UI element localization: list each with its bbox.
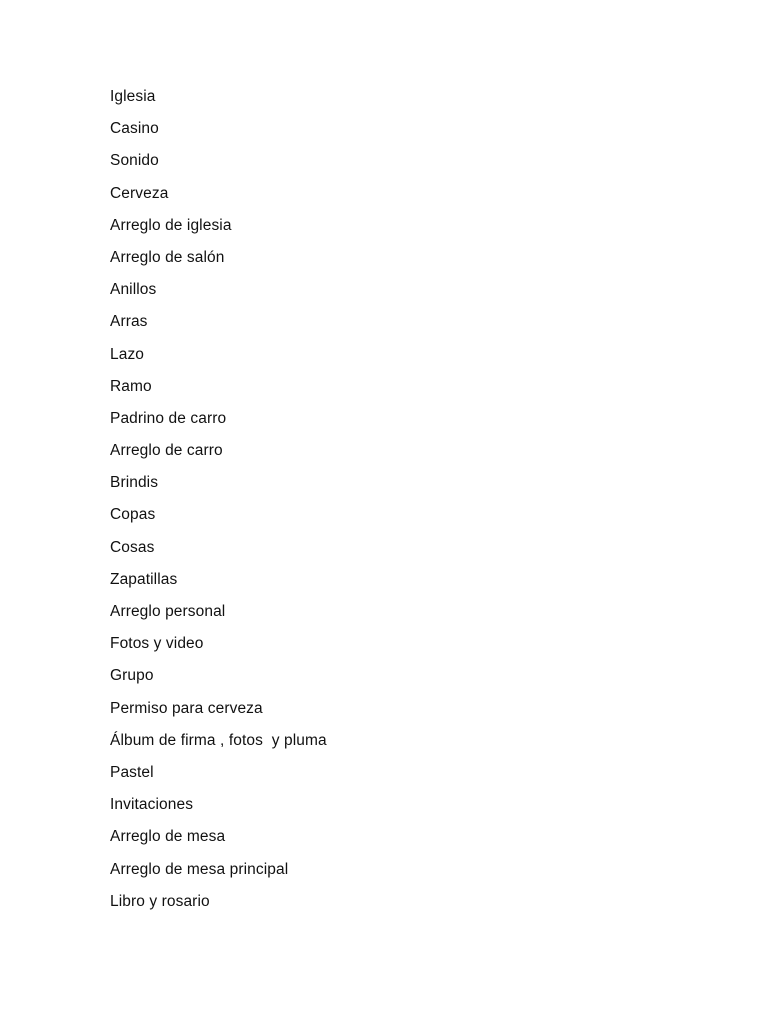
list-item: Arreglo de salón (110, 248, 225, 266)
list-item: Cosas (110, 538, 155, 556)
list-item: Pastel (110, 763, 154, 781)
list-item: Arreglo de mesa principal (110, 860, 289, 878)
list-item: Padrino de carro (110, 409, 227, 427)
list-item: Zapatillas (110, 570, 178, 588)
list-item: Fotos y video (110, 635, 204, 653)
item-list (110, 86, 327, 923)
list-item: Arreglo de mesa (110, 828, 226, 846)
list-item: Ramo (110, 377, 152, 395)
list-item: Permiso para cerveza (110, 699, 263, 717)
list-item: Libro y rosario (110, 892, 210, 910)
list-item: Invitaciones (110, 796, 194, 814)
list-item: Sonido (110, 152, 159, 170)
list-item: Álbum de firma , fotos y pluma (110, 731, 327, 749)
list-item: Casino (110, 120, 159, 138)
list-item: Brindis (110, 474, 159, 492)
list-item: Cerveza (110, 184, 169, 202)
list-item: Arreglo de carro (110, 442, 223, 460)
list-item: Anillos (110, 281, 157, 299)
list-item: Lazo (110, 345, 145, 363)
list-item: Arras (110, 313, 148, 331)
list-item: Iglesia (110, 88, 156, 105)
list-item: Arreglo personal (110, 603, 226, 620)
list-item: Copas (110, 506, 156, 524)
list-item: Grupo (110, 667, 154, 685)
list-item: Arreglo de iglesia (110, 216, 232, 234)
